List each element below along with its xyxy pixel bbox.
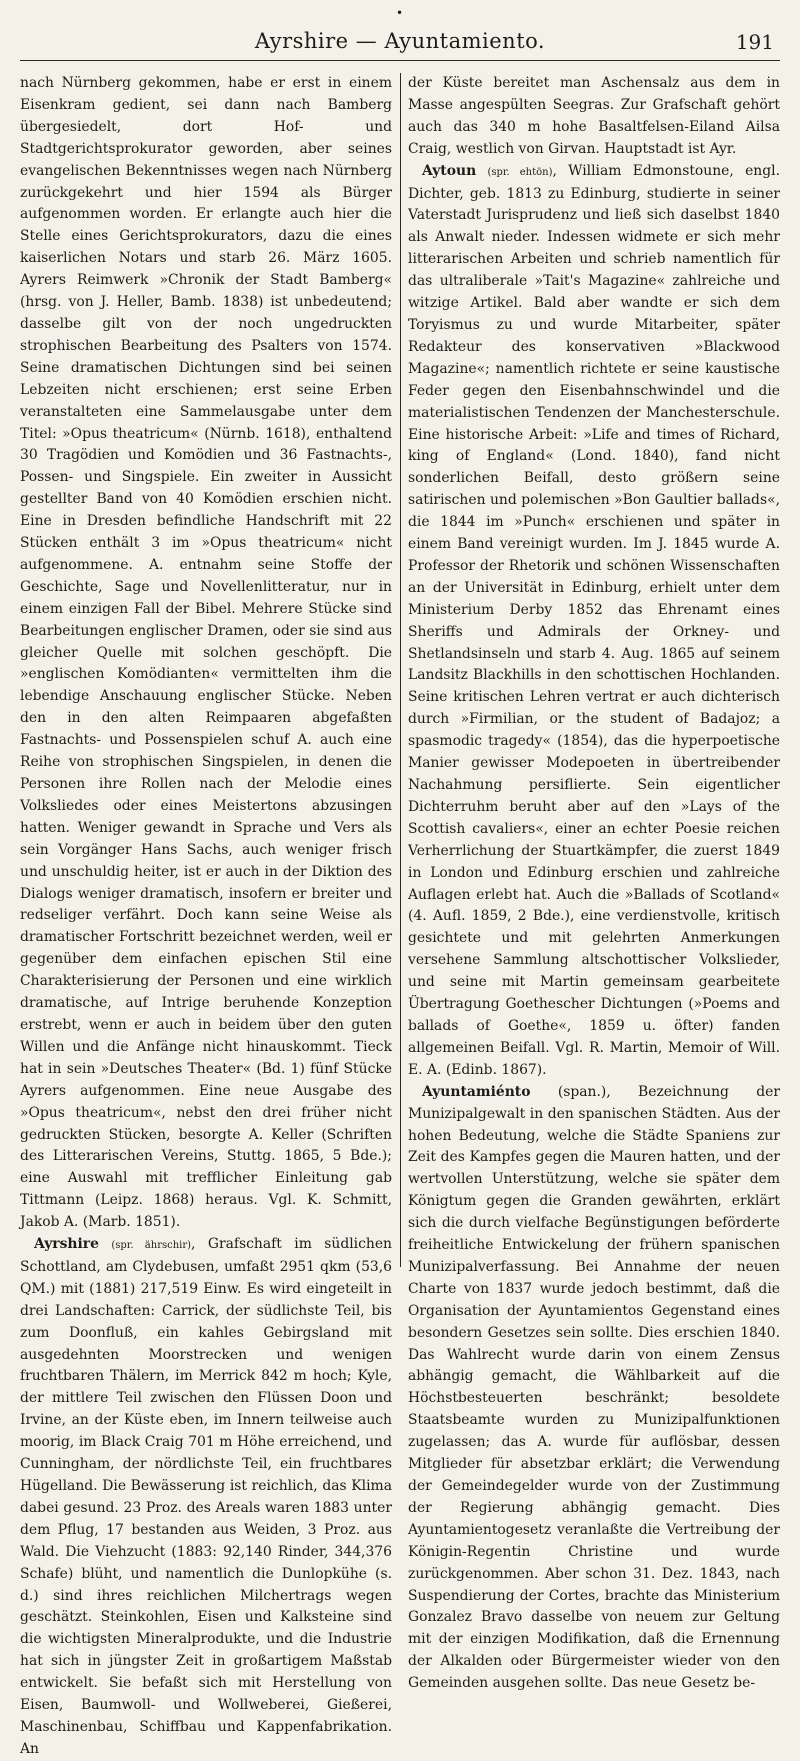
- entry-headword-aytoun: Aytoun: [422, 162, 477, 179]
- left-column: [20, 73, 401, 1757]
- pronunciation-ayrshire: (spr. ährschir): [111, 1240, 192, 1252]
- entry-body-ayuntamiento: (span.), Bezeichnung der Munizipalgewalt in den spanischen Städten. Aus der hohen Bedeutung, welche die Städte Spaniens zur Zeit des Kampfes gegen die Mauren hatten, und der wertvollen Unterstützung, welche sie später dem Königtum gegen die Granden gewährten, erklärt sich die durch vielfache Begünstigungen beförderte freiheitliche Entwickelung der frühern spanischen Munizipalverfassung. Bei Annahme der neuen Charte von 1837 wurde jedoch bestimmt, daß die Organisation der Ayuntamientos Gegenstand eines besondern Gesetzes sein sollte. Dies erschien 1840. Das Wahlrecht wurde darin von einem Zensus abhängig gemacht, die Wählbarkeit auf die Höchstbesteuerten beschränkt; besoldete Staatsbeamte wurden zu Munizipalfunktionen zugelassen; das A. wurde für auflösbar, dessen Mitglieder für absetzbar erklärt; die Verwendung der Gemeindegelder wurde von der Zustimmung der Regierung abhängig gemacht. Dies Ayuntamientogesetz veranlaßte die Vertreibung der Königin-Regentin Christine und wurde zurückgenommen. Aber schon 31. Dez. 1843, nach Suspendierung der Cortes, brachte das Ministerium Gonzalez Bravo dasselbe von neuem zur Geltung mit der einzigen Modifikation, daß die Ernennung der Alkalden oder Bürgermeister wieder von den Gemeinden ausgehen sollte. Das neue Gesetz be-: [408, 1083, 780, 1692]
- entry-headword-ayuntamiento: Ayuntamiénto: [422, 1083, 531, 1100]
- aytoun-entry: [408, 161, 780, 1082]
- entry-body-aytoun: , William Edmonstoune, engl. Dichter, geb. 1813 zu Edinburg, studierte in seiner Vaterstadt Jurisprudenz und ließ sich daselbst 1840 als Anwalt nieder. Indessen widmete er sich mehr litterarischen Arbeiten und schrieb namentlich für das ultraliberale »Tait's Magazine« zahlreiche und witzige Artikel. Bald aber wandte er sich dem Toryismus zu und wurde Mitarbeiter, später Redakteur des konservativen »Blackwood Magazine«; namentlich richtete er seine kaustische Feder gegen den Eisenbahnschwindel und die materialistischen Tendenzen der Manchesterschule. Eine historische Arbeit: »Life and times of Richard, king of England« (Lond. 1840), fand nicht sonderlichen Beifall, desto größern seine satirischen und polemischen »Bon Gaultier ballads«, die 1844 im »Punch« erschienen und später in einem Band vereinigt wurden. Im J. 1845 wurde A. Professor der Rhetorik und schönen Wissenschaften an der Universität in Edinburg, erhielt unter dem Ministerium Derby 1852 das Ehrenamt eines Sheriffs und Admirals der Orkney- und Shetlandsinseln und starb 4. Aug. 1865 auf seinem Landsitz Blackhills in den schottischen Hochlanden. Seine kritischen Lehren vertrat er auch dichterisch durch »Firmilian, or the student of Badajoz; a spasmodic tragedy« (1854), das die hyperpoetische Manier gewisser Modepoeten in übertreibender Nachahmung persiflierte. Sein eigentlicher Dichterruhm beruht aber auf den »Lays of the Scottish cavaliers«, einer an echter Poesie reichen Verherrlichung der Stuartkämpfer, die zuerst 1849 in London und Edinburg erschien und zahlreiche Auflagen erlebt hat. Auch die »Ballads of Scotland« (4. Aufl. 1859, 2 Bde.), eine verdienstvolle, kritisch gesichtete und mit gelehrten Anmerkungen versehene Sammlung altschottischer Volkslieder, und seine mit Martin gemeinsam gearbeitete Übertragung Goethescher Dichtungen (»Poems and ballads of Goethe«, 1859 u. öfter) fanden allgemeinen Beifall. Vgl. R. Martin, Memoir of Will. E. A. (Edinb. 1867).: [408, 162, 780, 1078]
- page-number: 191: [735, 30, 774, 54]
- pronunciation-aytoun: (spr. ehtön): [487, 166, 553, 178]
- right-column: [408, 73, 780, 1692]
- ayrshire-continuation-paragraph: der Küste bereitet man Aschensalz aus dem in Masse angespülten Seegras. Zur Grafschaft gehört auch das 340 m hohe Basaltfelsen-Eiland Ailsa Craig, westlich von Girvan. Hauptstadt ist Ayr.: [408, 75, 780, 157]
- entry-headword-ayrshire: Ayrshire: [34, 1236, 99, 1253]
- text-columns: [20, 73, 780, 1757]
- ayrer-continuation-paragraph: nach Nürnberg gekommen, habe er erst in einem Eisenkram gedient, sei dann nach Bamberg übergesiedelt, dort Hof- und Stadtgerichtsprokurator geworden, aber seines evangelischen Bekenntnisses wegen nach Nürnberg zurückgekehrt und hier 1594 als Bürger aufgenommen worden. Er erlangte auch hier die Stelle eines Gerichtsprokurators, dazu die eines kaiserlichen Notars und starb 26. März 1605. Ayrers Reimwerk »Chronik der Stadt Bamberg« (hrsg. von J. Heller, Bamb. 1838) ist unbedeutend; dasselbe gilt von der noch ungedruckten strophischen Bearbeitung des Psalters von 1574. Seine dramatischen Dichtungen sind bei seinen Lebzeiten nicht erschienen; erst seine Erben veranstalteten eine Sammelausgabe unter dem Titel: »Opus theatricum« (Nürnb. 1618), enthaltend 30 Tragödien und Komödien und 36 Fastnachts-, Possen- und Singspiele. Ein zweiter in Aussicht gestellter Band von 40 Komödien erschien nicht. Eine in Dresden befindliche Handschrift mit 22 Stücken enthält 3 im »Opus theatricum« nicht aufgenommene. A. entnahm seine Stoffe der Geschichte, Sage und Novellenlitteratur, nur in einem einzigen Fall der Bibel. Mehrere Stücke sind Bearbeitungen englischer Dramen, oder sie sind aus gleicher Quelle mit solchen geschöpft. Die »englischen Komödianten« vermittelten ihm die lebendige Anschauung englischer Stücke. Neben den in den alten Reimpaaren abgefaßten Fastnachts- und Possenspielen schuf A. auch eine Reihe von strophischen Singspielen, in denen die Personen ihre Rollen nach der Melodie eines Volksliedes oder eines Meistertons abzusingen hatten. Weniger gewandt in Sprache und Vers als sein Vorgänger Hans Sachs, auch weniger frisch und unschuldig heiter, ist er auch in der Diktion des Dialogs weniger dramatisch, insofern er breiter und redseliger verfährt. Doch kann seine Weise als dramatischer Fortschritt bezeichnet werden, weil er gegenüber dem einfachen epischen Stil eine Charakterisierung der Personen und eine wirklich dramatische, auf Intrige beruhende Konzeption erstrebt, wenn er auch in beidem über den guten Willen und die Anfänge nicht hinauskommt. Tieck hat in sein »Deutsches Theater« (Bd. 1) fünf Stücke Ayrers aufgenommen. Eine neue Ausgabe des »Opus theatricum«, nebst den drei früher nicht gedruckten Stücken, besorgte A. Keller (Schriften des Litterarischen Vereins, Stuttg. 1865, 5 Bde.); eine Auswahl mit trefflicher Einleitung gab Tittmann (Leipz. 1868) heraus. Vgl. K. Schmitt, Jakob A. (Marb. 1851).: [20, 75, 392, 1231]
- entry-body-ayrshire: , Grafschaft im südlichen Schottland, am Clydebusen, umfaßt 2951 qkm (53,6 QM.) mit (1881) 217,519 Einw. Es wird eingeteilt in drei Landschaften: Carrick, der südlichste Teil, bis zum Doonfluß, ein kahles Gebirgsland mit ausgedehnten Moorstrecken und wenigen fruchtbaren Thälern, im Merrick 842 m hoch; Kyle, der mittlere Teil zwischen den Flüssen Doon und Irvine, an der Küste eben, im Innern teilweise auch moorig, im Black Craig 701 m Höhe erreichend, und Cunningham, der nördlichste Teil, ein fruchtbares Hügelland. Die Bewässerung ist reichlich, das Klima dabei gesund. 23 Proz. des Areals waren 1883 unter dem Pflug, 17 bestanden aus Weiden, 3 Proz. aus Wald. Die Viehzucht (1883: 92,140 Rinder, 344,376 Schafe) blüht, und namentlich die Dunlopkühe (s. d.) sind ihres reichlichen Milchertrags wegen geschätzt. Steinkohlen, Eisen und Kalksteine sind die wichtigsten Mineralprodukte, und die Industrie hat sich in jüngster Zeit in großartigem Maßstab entwickelt. Sie befaßt sich mit Herstellung von Eisen, Baumwoll- und Wollweberei, Gießerei, Maschinenbau, Schiffbau und Kappenfabrikation. An: [20, 1236, 392, 1757]
- ayuntamiento-entry: [408, 1082, 780, 1695]
- ayrshire-entry: [20, 1234, 392, 1761]
- top-dot: •: [396, 6, 404, 20]
- running-title: Ayrshire — Ayuntamiento.: [254, 29, 546, 53]
- page-header: [20, 20, 780, 61]
